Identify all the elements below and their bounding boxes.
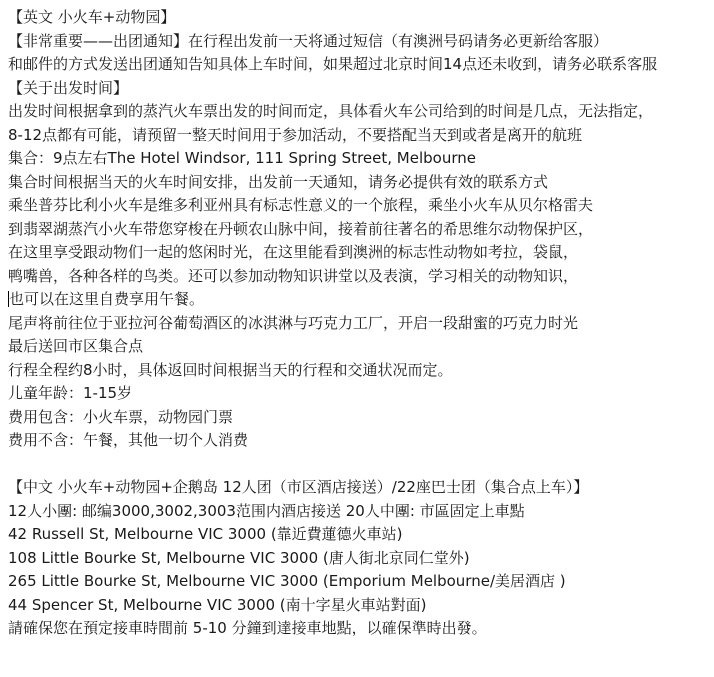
- itinerary-line-4: 鸭嘴兽，各种各样的鸟类。还可以参加动物知识讲堂以及表演，学习相关的动物知识，: [8, 266, 579, 285]
- itinerary-line-5-text: 也可以在这里自费享用午餐。: [9, 290, 205, 308]
- pickup-address-3: 265 Little Bourke St, Melbourne VIC 3000 (Emporium Melbourne/美居酒店 ): [8, 572, 566, 590]
- section1-heading: 【英文 小火车+动物园】: [8, 8, 176, 26]
- itinerary-line-6: 尾声将前往位于亚拉河谷葡萄酒区的冰淇淋与巧克力工厂，开启一段甜蜜的巧克力时光: [8, 313, 579, 332]
- pickup-address-2: 108 Little Bourke St, Melbourne VIC 3000 (唐人街北京同仁堂外): [8, 548, 470, 567]
- section2-heading: 【中文 小火车+动物园+企鹅岛 12人团（市区酒店接送）/22座巴士团（集合点上车）】: [8, 478, 589, 496]
- departure-line-1: 出发时间根据拿到的蒸汽火车票出发的时间而定，具体看火车公司给到的时间是几点，无法指定，: [8, 102, 654, 120]
- pickup-summary: 12人小團: 邮编3000,3002,3003范围内酒店接送 20人中團: 市區固定上車點: [8, 501, 525, 520]
- fee-excluded-line: 费用不含：午餐，其他一切个人消费: [8, 431, 249, 449]
- child-age-line: 儿童年龄：1-15岁: [8, 384, 133, 402]
- itinerary-line-1: 乘坐普芬比利小火车是维多利亚州具有标志性意义的一个旅程，乘坐小火车从贝尔格雷夫: [8, 196, 594, 214]
- meeting-time-note: 集合时间根据当天的火车时间安排，出发前一天通知，请务必提供有效的联系方式: [8, 172, 549, 191]
- fee-included-line: 费用包含：小火车票，动物园门票: [8, 407, 234, 426]
- itinerary-line-5[interactable]: [8, 288, 714, 312]
- meeting-point: 集合：9点左右The Hotel Windsor, 111 Spring Street, Melbourne: [8, 149, 476, 167]
- blank-line: [8, 453, 714, 477]
- itinerary-line-3: 在这里享受跟动物们一起的悠闲时光，在这里能看到澳洲的标志性动物如考拉，袋鼠，: [8, 243, 579, 261]
- pickup-address-4: 44 Spencer St, Melbourne VIC 3000 (南十字星火車站對面): [8, 595, 427, 614]
- notice-line-1: 【非常重要——出团通知】在行程出发前一天将通过短信（有澳洲号码请务必更新给客服）: [8, 31, 609, 50]
- pickup-address-1: 42 Russell St, Melbourne VIC 3000 (靠近費蓮德火車站): [8, 525, 403, 543]
- departure-heading: 【关于出发时间】: [8, 78, 129, 97]
- pickup-reminder: 請確保您在預定接車時間前 5-10 分鐘到達接車地點，以確保準時出發。: [8, 619, 487, 637]
- return-line: 最后送回市区集合点: [8, 337, 144, 355]
- duration-line: 行程全程约8小时，具体返回时间根据当天的行程和交通状况而定。: [8, 360, 453, 379]
- departure-line-2: 8-12点都有可能，请预留一整天时间用于参加活动，不要搭配当天到或者是离开的航班: [8, 125, 583, 144]
- itinerary-line-2: 到翡翠湖蒸汽小火车带您穿梭在丹顿农山脉中间，接着前往著名的希思维尔动物保护区，: [8, 219, 594, 238]
- notice-line-2: 和邮件的方式发送出团通知告知具体上车时间，如果超过北京时间14点还未收到，请务必联系客服: [8, 55, 658, 73]
